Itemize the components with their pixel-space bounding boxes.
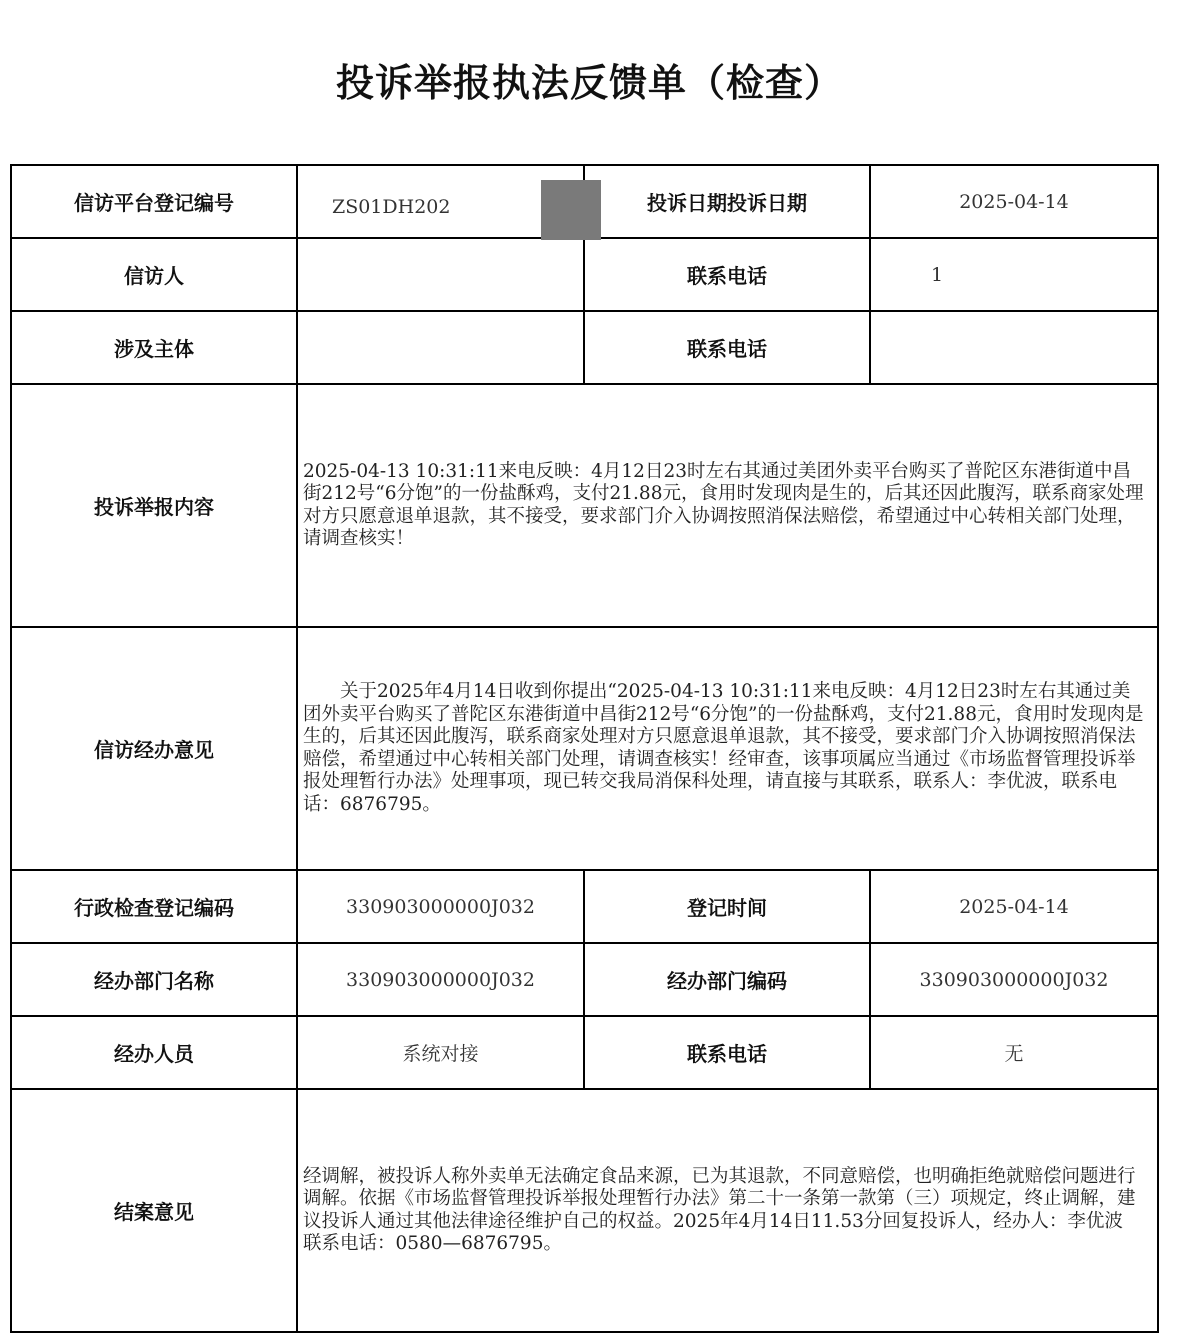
registration-number-label: 信访平台登记编号 [11,165,297,238]
department-code-value: 330903000000J032 [870,943,1158,1016]
row-opinion [11,627,1158,870]
registration-time-value: 2025-04-14 [870,870,1158,943]
handler-label: 经办人员 [11,1016,297,1089]
handling-opinion-label: 信访经办意见 [11,627,297,870]
handler-phone-value: 无 [870,1016,1158,1089]
subject-phone-value [870,311,1158,384]
page-title: 投诉举报执法反馈单（检查） [335,61,843,105]
row-petitioner [11,238,1158,311]
petitioner-phone-label: 联系电话 [584,238,870,311]
petitioner-label: 信访人 [11,238,297,311]
feedback-form-table [10,164,1159,1333]
row-complaint [11,384,1158,627]
registration-time-label: 登记时间 [584,870,870,943]
inspection-code-label: 行政检查登记编码 [11,870,297,943]
complaint-content-text: 2025-04-13 10:31:11来电反映：4月12日23时左右其通过美团外卖平台购买了普陀区东港街道中昌街212号“6分饱”的一份盐酥鸡，支付21.88元，食用时发现肉是生的，后其还因此腹泻，联系商家处理对方只愿意退单退款，其不接受，要求部门介入协调按照消保法赔偿，希望通过中心转相关部门处理，请调查核实！ [297,384,1158,627]
department-name-label: 经办部门名称 [11,943,297,1016]
complaint-date-label: 投诉日期投诉日期 [584,165,870,238]
registration-number-cell [297,165,584,238]
complaint-date-value: 2025-04-14 [870,165,1158,238]
handler-value: 系统对接 [297,1016,584,1089]
row-handler [11,1016,1158,1089]
row-closing [11,1089,1158,1332]
registration-number-value: ZS01DH202 [332,196,451,218]
redaction-block [541,180,601,240]
closing-opinion-label: 结案意见 [11,1089,297,1332]
inspection-code-value: 330903000000J032 [297,870,584,943]
handler-phone-label: 联系电话 [584,1016,870,1089]
subject-value [297,311,584,384]
department-name-value: 330903000000J032 [297,943,584,1016]
petitioner-value [297,238,584,311]
handling-opinion-text: 关于2025年4月14日收到你提出“2025-04-13 10:31:11来电反映：4月12日23时左右其通过美团外卖平台购买了普陀区东港街道中昌街212号“6分饱”的一份盐酥鸡，支付21.88元，食用时发现肉是生的，后其还因此腹泻，联系商家处理对方只愿意退单退款，其不接受，要求部门介入协调按照消保法赔偿，希望通过中心转相关部门处理，请调查核实！经审查，该事项属应当通过《市场监督管理投诉举报处理暂行办法》处理事项，现已转交我局消保科处理，请直接与其联系，联系人：李优波，联系电话：6876795。 [297,627,1158,870]
department-code-label: 经办部门编码 [584,943,870,1016]
row-registration [11,165,1158,238]
subject-label: 涉及主体 [11,311,297,384]
row-subject [11,311,1158,384]
complaint-content-label: 投诉举报内容 [11,384,297,627]
row-department [11,943,1158,1016]
closing-opinion-text: 经调解，被投诉人称外卖单无法确定食品来源，已为其退款，不同意赔偿，也明确拒绝就赔偿问题进行调解。依据《市场监督管理投诉举报处理暂行办法》第二十一条第一款第（三）项规定，终止调解，建议投诉人通过其他法律途径维护自己的权益。2025年4月14日11.53分回复投诉人，经办人：李优波 联系电话：0580—6876795。 [297,1089,1158,1332]
subject-phone-label: 联系电话 [584,311,870,384]
petitioner-phone-value: 1 [870,238,1158,311]
row-inspection [11,870,1158,943]
